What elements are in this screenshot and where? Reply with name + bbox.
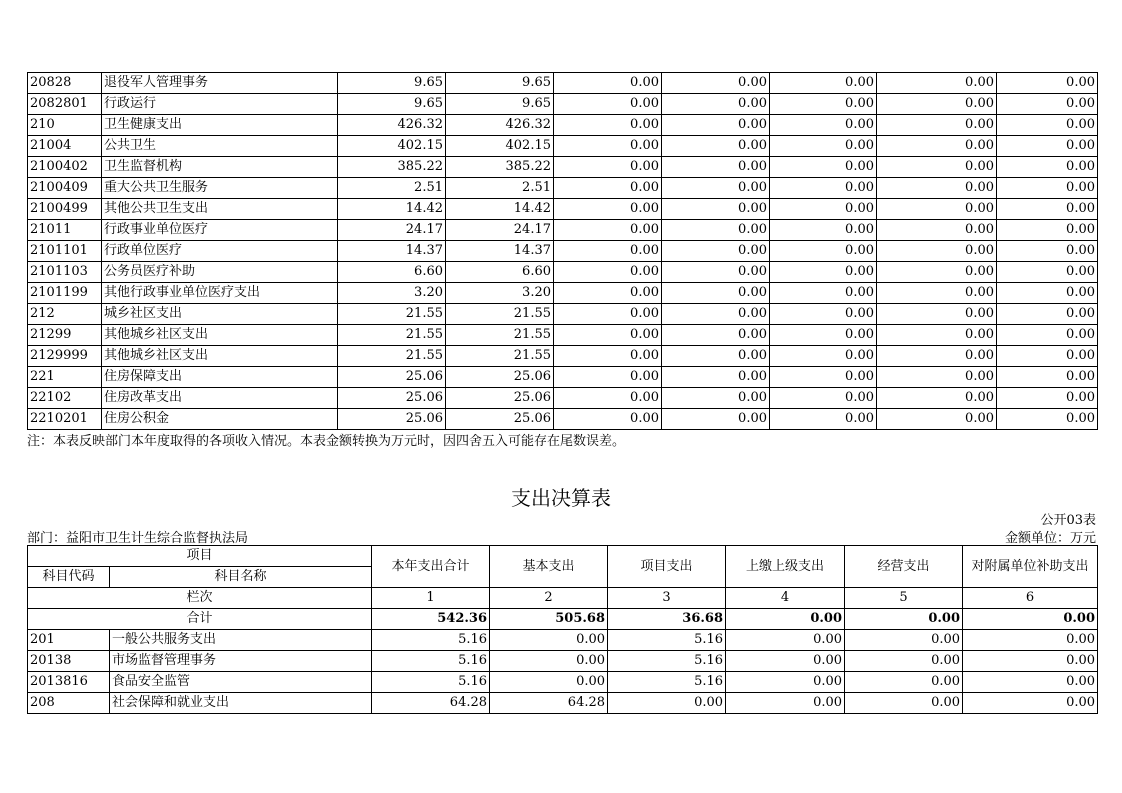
amount-cell: 0.00 [877, 304, 997, 325]
amount-cell: 25.06 [446, 388, 554, 409]
header-code: 科目代码 [28, 567, 110, 588]
amount-cell: 0.00 [554, 115, 662, 136]
amount-cell: 0.00 [662, 220, 770, 241]
subject-name: 一般公共服务支出 [110, 630, 372, 651]
table-row [28, 262, 1098, 283]
amount-unit-label: 金额单位：万元 [1004, 531, 1096, 546]
amount-cell: 0.00 [770, 220, 877, 241]
amount-cell: 0.00 [662, 73, 770, 94]
total-label: 合计 [28, 609, 372, 630]
amount-cell: 0.00 [726, 672, 845, 693]
amount-cell: 0.00 [554, 241, 662, 262]
amount-cell: 0.00 [726, 693, 845, 714]
table-row [28, 630, 1098, 651]
header-basic: 基本支出 [490, 546, 608, 588]
amount-cell: 0.00 [554, 178, 662, 199]
amount-cell: 0.00 [554, 73, 662, 94]
amount-cell: 0.00 [877, 346, 997, 367]
subject-name: 行政运行 [102, 94, 338, 115]
amount-cell: 0.00 [877, 199, 997, 220]
amount-cell: 0.00 [997, 157, 1098, 178]
amount-cell: 0.00 [770, 367, 877, 388]
amount-cell: 0.00 [845, 651, 963, 672]
total-row [28, 609, 1098, 630]
subject-code: 21011 [28, 220, 102, 241]
table-row [28, 304, 1098, 325]
amount-cell: 5.16 [608, 630, 726, 651]
income-table-body [28, 73, 1098, 430]
amount-cell: 3.20 [338, 283, 446, 304]
amount-cell: 5.16 [608, 651, 726, 672]
table-row [28, 283, 1098, 304]
amount-cell: 14.42 [338, 199, 446, 220]
subject-code: 2082801 [28, 94, 102, 115]
amount-cell: 0.00 [726, 630, 845, 651]
amount-cell: 21.55 [338, 346, 446, 367]
amount-cell: 25.06 [338, 388, 446, 409]
amount-cell: 0.00 [845, 693, 963, 714]
amount-cell: 0.00 [877, 409, 997, 430]
amount-cell: 0.00 [662, 136, 770, 157]
subject-code: 2100499 [28, 199, 102, 220]
page-title: 支出决算表 [511, 486, 611, 510]
subject-code: 208 [28, 693, 110, 714]
column-number: 6 [963, 588, 1098, 609]
subject-name: 其他城乡社区支出 [102, 346, 338, 367]
amount-cell: 5.16 [372, 672, 490, 693]
amount-cell: 5.16 [608, 672, 726, 693]
table-row [28, 651, 1098, 672]
amount-cell: 0.00 [662, 262, 770, 283]
amount-cell: 0.00 [554, 325, 662, 346]
amount-cell: 0.00 [877, 94, 997, 115]
amount-cell: 426.32 [446, 115, 554, 136]
amount-cell: 0.00 [490, 672, 608, 693]
amount-cell: 0.00 [770, 136, 877, 157]
amount-cell: 0.00 [662, 367, 770, 388]
amount-cell: 0.00 [662, 199, 770, 220]
subject-code: 2100409 [28, 178, 102, 199]
amount-cell: 21.55 [446, 304, 554, 325]
amount-cell: 24.17 [338, 220, 446, 241]
subject-name: 住房保障支出 [102, 367, 338, 388]
amount-cell: 0.00 [770, 409, 877, 430]
amount-cell: 0.00 [662, 241, 770, 262]
header-total: 本年支出合计 [372, 546, 490, 588]
amount-cell: 0.00 [554, 388, 662, 409]
amount-cell: 0.00 [770, 262, 877, 283]
amount-cell: 0.00 [662, 178, 770, 199]
amount-cell: 0.00 [845, 672, 963, 693]
subject-code: 20138 [28, 651, 110, 672]
subject-name: 退役军人管理事务 [102, 73, 338, 94]
amount-cell: 0.00 [997, 262, 1098, 283]
amount-cell: 402.15 [338, 136, 446, 157]
amount-cell: 0.00 [770, 283, 877, 304]
amount-cell: 0.00 [997, 388, 1098, 409]
subject-code: 2013816 [28, 672, 110, 693]
amount-cell: 0.00 [662, 388, 770, 409]
table-row [28, 241, 1098, 262]
expenditure-table-header [28, 546, 1098, 630]
amount-cell: 0.00 [997, 73, 1098, 94]
amount-cell: 25.06 [446, 409, 554, 430]
subject-code: 2129999 [28, 346, 102, 367]
amount-cell: 0.00 [770, 304, 877, 325]
table-row [28, 199, 1098, 220]
table-row [28, 367, 1098, 388]
amount-cell: 2.51 [446, 178, 554, 199]
amount-cell: 0.00 [877, 325, 997, 346]
amount-cell: 0.00 [997, 178, 1098, 199]
total-value: 36.68 [608, 609, 726, 630]
amount-cell: 0.00 [877, 262, 997, 283]
column-number: 3 [608, 588, 726, 609]
amount-cell: 0.00 [662, 115, 770, 136]
amount-cell: 0.00 [997, 199, 1098, 220]
amount-cell: 21.55 [446, 346, 554, 367]
amount-cell: 0.00 [997, 94, 1098, 115]
department-label: 部门：益阳市卫生计生综合监督执法局 [27, 531, 249, 546]
amount-cell: 0.00 [554, 283, 662, 304]
amount-cell: 0.00 [963, 672, 1098, 693]
amount-cell: 0.00 [554, 157, 662, 178]
subject-code: 22102 [28, 388, 102, 409]
table-row [28, 346, 1098, 367]
amount-cell: 0.00 [490, 630, 608, 651]
table-row [28, 220, 1098, 241]
subject-name: 食品安全监管 [110, 672, 372, 693]
subject-name: 重大公共卫生服务 [102, 178, 338, 199]
amount-cell: 0.00 [554, 136, 662, 157]
amount-cell: 0.00 [997, 409, 1098, 430]
amount-cell: 0.00 [608, 693, 726, 714]
amount-cell: 0.00 [997, 304, 1098, 325]
amount-cell: 0.00 [877, 241, 997, 262]
subject-name: 住房改革支出 [102, 388, 338, 409]
amount-cell: 0.00 [770, 241, 877, 262]
amount-cell: 9.65 [446, 73, 554, 94]
table-row [28, 325, 1098, 346]
amount-cell: 0.00 [554, 367, 662, 388]
subject-code: 2101103 [28, 262, 102, 283]
amount-cell: 0.00 [997, 325, 1098, 346]
amount-cell: 0.00 [554, 409, 662, 430]
subject-name: 其他行政事业单位医疗支出 [102, 283, 338, 304]
amount-cell: 0.00 [770, 325, 877, 346]
amount-cell: 0.00 [554, 262, 662, 283]
amount-cell: 0.00 [662, 304, 770, 325]
amount-cell: 3.20 [446, 283, 554, 304]
amount-cell: 6.60 [446, 262, 554, 283]
amount-cell: 0.00 [770, 199, 877, 220]
table-row [28, 388, 1098, 409]
amount-cell: 0.00 [877, 220, 997, 241]
column-number: 1 [372, 588, 490, 609]
header-subsidy: 对附属单位补助支出 [963, 546, 1098, 588]
header-item: 项目 [28, 546, 372, 567]
income-note: 注：本表反映部门本年度取得的各项收入情况。本表金额转换为万元时，因四舍五入可能存在尾数误差。 [27, 434, 626, 449]
amount-cell: 0.00 [877, 367, 997, 388]
total-value: 0.00 [963, 609, 1098, 630]
amount-cell: 0.00 [997, 115, 1098, 136]
amount-cell: 0.00 [770, 94, 877, 115]
amount-cell: 0.00 [997, 241, 1098, 262]
amount-cell: 0.00 [662, 409, 770, 430]
amount-cell: 6.60 [338, 262, 446, 283]
header-operating: 经营支出 [845, 546, 963, 588]
amount-cell: 0.00 [877, 136, 997, 157]
income-table [27, 72, 1098, 430]
amount-cell: 64.28 [490, 693, 608, 714]
table-row [28, 115, 1098, 136]
amount-cell: 0.00 [963, 693, 1098, 714]
amount-cell: 0.00 [554, 346, 662, 367]
amount-cell: 0.00 [770, 157, 877, 178]
table-row [28, 94, 1098, 115]
amount-cell: 14.42 [446, 199, 554, 220]
amount-cell: 0.00 [845, 630, 963, 651]
subject-name: 卫生监督机构 [102, 157, 338, 178]
amount-cell: 0.00 [662, 346, 770, 367]
column-number: 2 [490, 588, 608, 609]
amount-cell: 0.00 [770, 178, 877, 199]
amount-cell: 2.51 [338, 178, 446, 199]
subject-code: 20828 [28, 73, 102, 94]
table-row [28, 672, 1098, 693]
amount-cell: 0.00 [963, 630, 1098, 651]
amount-cell: 24.17 [446, 220, 554, 241]
amount-cell: 426.32 [338, 115, 446, 136]
total-value: 0.00 [845, 609, 963, 630]
amount-cell: 5.16 [372, 630, 490, 651]
subject-code: 210 [28, 115, 102, 136]
amount-cell: 0.00 [770, 115, 877, 136]
table-row [28, 178, 1098, 199]
amount-cell: 21.55 [446, 325, 554, 346]
subject-code: 212 [28, 304, 102, 325]
subject-name: 其他城乡社区支出 [102, 325, 338, 346]
subject-name: 城乡社区支出 [102, 304, 338, 325]
subject-name: 卫生健康支出 [102, 115, 338, 136]
column-number: 5 [845, 588, 963, 609]
amount-cell: 402.15 [446, 136, 554, 157]
amount-cell: 0.00 [877, 157, 997, 178]
subject-code: 2100402 [28, 157, 102, 178]
amount-cell: 0.00 [997, 367, 1098, 388]
amount-cell: 0.00 [963, 651, 1098, 672]
subject-code: 2101199 [28, 283, 102, 304]
amount-cell: 21.55 [338, 325, 446, 346]
amount-cell: 0.00 [662, 157, 770, 178]
amount-cell: 0.00 [662, 325, 770, 346]
amount-cell: 9.65 [338, 94, 446, 115]
expenditure-table-body [28, 630, 1098, 714]
amount-cell: 0.00 [554, 304, 662, 325]
total-value: 505.68 [490, 609, 608, 630]
subject-code: 221 [28, 367, 102, 388]
amount-cell: 9.65 [338, 73, 446, 94]
amount-cell: 0.00 [662, 94, 770, 115]
subject-code: 21004 [28, 136, 102, 157]
form-number: 公开03表 [1040, 513, 1096, 528]
amount-cell: 0.00 [770, 346, 877, 367]
header-name: 科目名称 [110, 567, 372, 588]
amount-cell: 0.00 [877, 283, 997, 304]
subject-name: 公务员医疗补助 [102, 262, 338, 283]
amount-cell: 25.06 [446, 367, 554, 388]
amount-cell: 5.16 [372, 651, 490, 672]
subject-code: 21299 [28, 325, 102, 346]
table-row [28, 136, 1098, 157]
amount-cell: 14.37 [446, 241, 554, 262]
amount-cell: 25.06 [338, 367, 446, 388]
amount-cell: 25.06 [338, 409, 446, 430]
table-row [28, 73, 1098, 94]
amount-cell: 64.28 [372, 693, 490, 714]
subject-code: 2101101 [28, 241, 102, 262]
amount-cell: 0.00 [490, 651, 608, 672]
column-number: 4 [726, 588, 845, 609]
amount-cell: 385.22 [338, 157, 446, 178]
amount-cell: 385.22 [446, 157, 554, 178]
subject-name: 社会保障和就业支出 [110, 693, 372, 714]
subject-name: 行政单位医疗 [102, 241, 338, 262]
amount-cell: 0.00 [877, 73, 997, 94]
table-row [28, 693, 1098, 714]
amount-cell: 0.00 [997, 220, 1098, 241]
amount-cell: 9.65 [446, 94, 554, 115]
total-value: 0.00 [726, 609, 845, 630]
amount-cell: 0.00 [877, 388, 997, 409]
amount-cell: 0.00 [554, 94, 662, 115]
amount-cell: 14.37 [338, 241, 446, 262]
table-row [28, 409, 1098, 430]
amount-cell: 0.00 [997, 136, 1098, 157]
amount-cell: 0.00 [770, 73, 877, 94]
total-value: 542.36 [372, 609, 490, 630]
amount-cell: 0.00 [554, 199, 662, 220]
subject-code: 201 [28, 630, 110, 651]
header-column-no: 栏次 [28, 588, 372, 609]
subject-name: 住房公积金 [102, 409, 338, 430]
amount-cell: 0.00 [997, 283, 1098, 304]
subject-code: 2210201 [28, 409, 102, 430]
amount-cell: 0.00 [877, 115, 997, 136]
header-project: 项目支出 [608, 546, 726, 588]
amount-cell: 0.00 [877, 178, 997, 199]
amount-cell: 0.00 [662, 283, 770, 304]
subject-name: 公共卫生 [102, 136, 338, 157]
amount-cell: 0.00 [726, 651, 845, 672]
subject-name: 市场监督管理事务 [110, 651, 372, 672]
amount-cell: 0.00 [997, 346, 1098, 367]
table-row [28, 157, 1098, 178]
header-upper: 上缴上级支出 [726, 546, 845, 588]
amount-cell: 0.00 [770, 388, 877, 409]
subject-name: 行政事业单位医疗 [102, 220, 338, 241]
subject-name: 其他公共卫生支出 [102, 199, 338, 220]
expenditure-table [27, 545, 1098, 714]
amount-cell: 0.00 [554, 220, 662, 241]
amount-cell: 21.55 [338, 304, 446, 325]
